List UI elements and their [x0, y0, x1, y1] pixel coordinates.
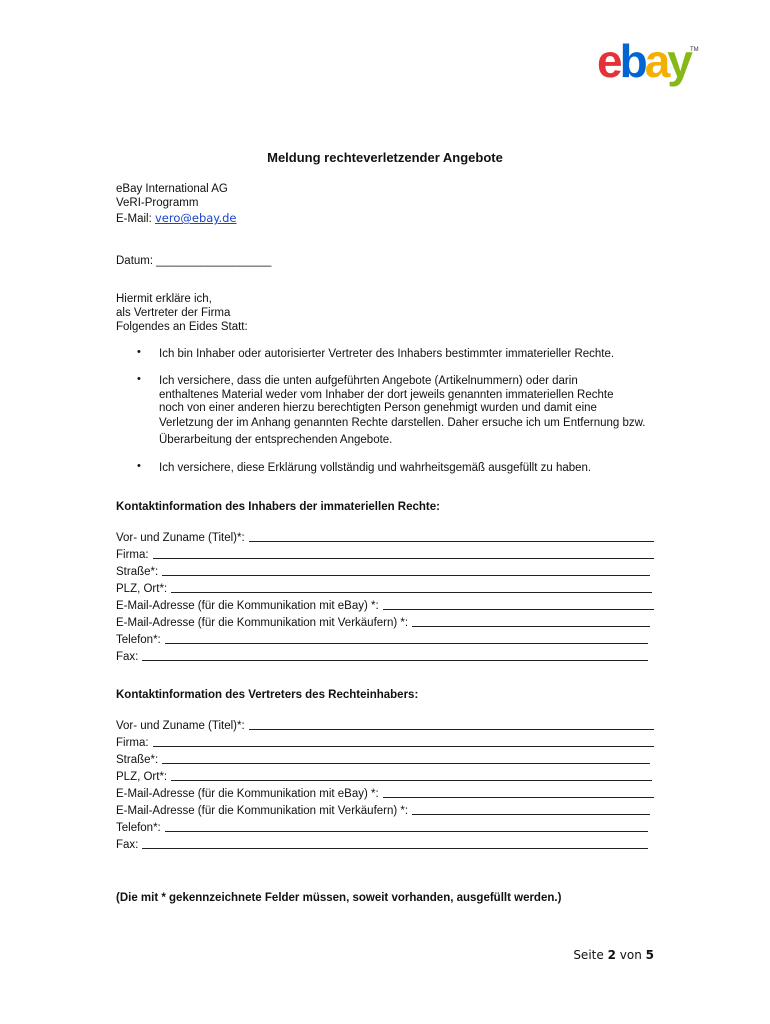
field-label: Straße*:	[116, 754, 159, 766]
fill-line[interactable]	[162, 763, 650, 764]
owner-email-ebay-field[interactable]	[116, 599, 654, 613]
date-line: Datum: __________________	[116, 255, 272, 267]
email-link[interactable]: vero@ebay.de	[154, 211, 237, 225]
field-label: Straße*:	[116, 566, 159, 578]
page-title: Meldung rechteverletzender Angebote	[267, 150, 503, 165]
fill-line[interactable]	[412, 814, 650, 815]
bullet-text-2-line-2: enthaltenes Material weder vom Inhaber der dort jeweils genannten immateriellen Rechte	[159, 389, 614, 401]
field-label: PLZ, Ort*:	[116, 583, 168, 595]
bullet-text-3: Ich versichere, diese Erklärung vollständig und wahrheitsgemäß ausgefüllt zu haben.	[159, 462, 592, 474]
fill-line[interactable]	[171, 780, 652, 781]
fill-line[interactable]	[142, 660, 648, 661]
field-label: E-Mail-Adresse (für die Kommunikation mit Verkäufern) *:	[116, 617, 409, 629]
program-name: VeRI-Programm	[116, 197, 199, 209]
fill-line[interactable]	[153, 746, 654, 747]
rep-city-field[interactable]	[116, 770, 652, 784]
field-label: Vor- und Zuname (Titel)*:	[116, 532, 245, 544]
fill-line[interactable]	[383, 797, 654, 798]
owner-email-seller-field[interactable]	[116, 616, 650, 630]
owner-fax-field[interactable]	[116, 650, 648, 664]
owner-phone-field[interactable]	[116, 633, 648, 647]
declaration-line-1: Hiermit erkläre ich,	[116, 293, 212, 305]
owner-street-field[interactable]	[116, 565, 650, 579]
fill-line[interactable]	[162, 575, 650, 576]
ebay-logo	[597, 35, 701, 87]
owner-company-field[interactable]	[116, 548, 654, 562]
bullet-icon: •	[137, 373, 141, 385]
logo-letter-e: e	[597, 35, 620, 87]
logo-letter-a: a	[644, 35, 668, 87]
rep-street-field[interactable]	[116, 753, 650, 767]
bullet-text-1: Ich bin Inhaber oder autorisierter Vertreter des Inhabers bestimmter immaterieller Rechte.	[159, 348, 615, 360]
declaration-line-2: als Vertreter der Firma	[116, 307, 231, 319]
footer-prefix: Seite	[573, 948, 604, 962]
company-name: eBay International AG	[116, 183, 228, 195]
fill-line[interactable]	[412, 626, 650, 627]
footer-total-pages: 5	[645, 948, 654, 962]
owner-name-field[interactable]	[116, 531, 654, 545]
required-fields-note: (Die mit * gekennzeichnete Felder müssen, soweit vorhanden, ausgefüllt werden.)	[116, 892, 562, 904]
email-line	[116, 211, 237, 226]
field-label: Vor- und Zuname (Titel)*:	[116, 720, 245, 732]
fill-line[interactable]	[383, 609, 654, 610]
section-2-heading: Kontaktinformation des Vertreters des Rechteinhabers:	[116, 689, 419, 701]
bullet-text-2-line-5: Überarbeitung der entsprechenden Angebote.	[159, 434, 393, 446]
field-label: PLZ, Ort*:	[116, 771, 168, 783]
footer-middle: von	[619, 948, 642, 962]
logo-letter-y: y	[667, 35, 690, 87]
field-label: Telefon*:	[116, 822, 161, 834]
bullet-text-2-line-4: Verletzung der im Anhang genannten Rechte darstellen. Daher ersuche ich um Entfernung bzw.	[159, 417, 646, 429]
field-label: Firma:	[116, 737, 149, 749]
email-label: E-Mail:	[116, 213, 152, 225]
field-label: E-Mail-Adresse (für die Kommunikation mit eBay) *:	[116, 788, 379, 800]
fill-line[interactable]	[249, 541, 654, 542]
field-label: Fax:	[116, 651, 139, 663]
rep-phone-field[interactable]	[116, 821, 648, 835]
rep-company-field[interactable]	[116, 736, 654, 750]
declaration-line-3: Folgendes an Eides Statt:	[116, 321, 248, 333]
rep-email-ebay-field[interactable]	[116, 787, 654, 801]
bullet-icon: •	[137, 460, 141, 472]
bullet-icon: •	[137, 346, 141, 358]
fill-line[interactable]	[153, 558, 654, 559]
bullet-text-2-line-1: Ich versichere, dass die unten aufgeführten Angebote (Artikelnummern) oder darin	[159, 375, 578, 387]
field-label: Firma:	[116, 549, 149, 561]
owner-city-field[interactable]	[116, 582, 652, 596]
fill-line[interactable]	[165, 831, 648, 832]
rep-email-seller-field[interactable]	[116, 804, 650, 818]
logo-trademark: TM	[690, 47, 699, 53]
rep-name-field[interactable]	[116, 719, 654, 733]
rep-fax-field[interactable]	[116, 838, 648, 852]
page-footer	[573, 948, 654, 962]
fill-line[interactable]	[142, 848, 648, 849]
field-label: Telefon*:	[116, 634, 161, 646]
field-label: E-Mail-Adresse (für die Kommunikation mit Verkäufern) *:	[116, 805, 409, 817]
fill-line[interactable]	[165, 643, 648, 644]
fill-line[interactable]	[249, 729, 654, 730]
footer-current-page: 2	[607, 948, 616, 962]
field-label: Fax:	[116, 839, 139, 851]
field-label: E-Mail-Adresse (für die Kommunikation mit eBay) *:	[116, 600, 379, 612]
logo-letter-b: b	[619, 35, 645, 87]
fill-line[interactable]	[171, 592, 652, 593]
section-1-heading: Kontaktinformation des Inhabers der immateriellen Rechte:	[116, 501, 440, 513]
bullet-text-2-line-3: noch von einer anderen hierzu berechtigten Person genehmigt wurden und damit eine	[159, 402, 597, 414]
